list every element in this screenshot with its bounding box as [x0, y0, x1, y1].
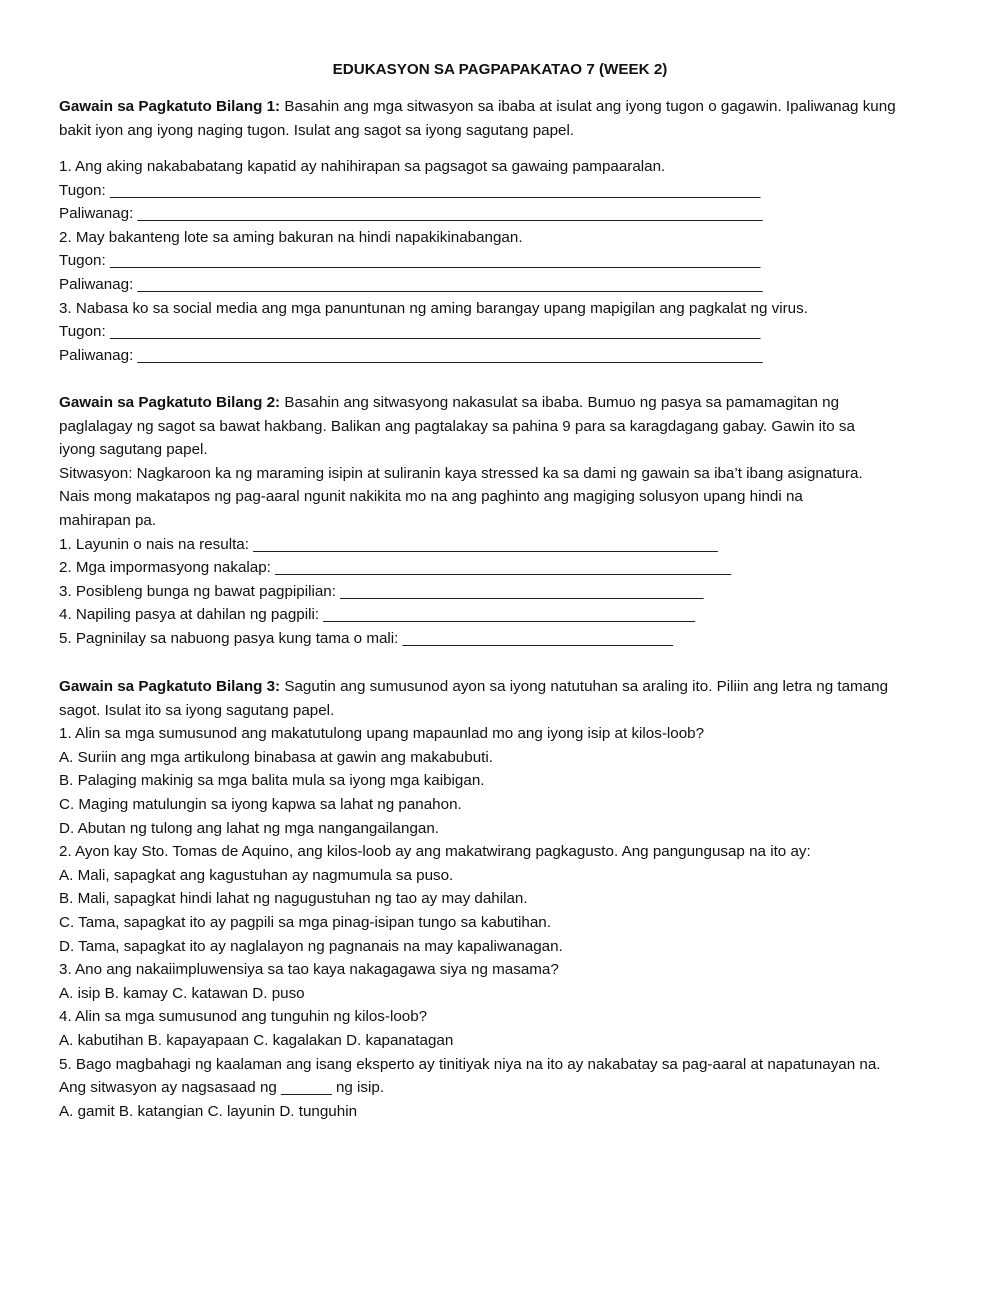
activity-3-block — [59, 675, 888, 1123]
situation-1: 1. Ang aking nakababatang kapatid ay nahihirapan sa pagsagot sa gawaing pampaaralan. — [59, 158, 666, 175]
quiz-line: A. gamit B. katangian C. layunin D. tunguhin — [59, 1102, 358, 1120]
page-title: EDUKASYON SA PAGPAPAKATAO 7 (WEEK 2) — [332, 61, 668, 78]
quiz-line: C. Maging matulungin sa iyong kapwa sa lahat ng panahon. — [59, 795, 462, 813]
activity-3-intro-cont: sagot. Isulat ito sa iyong sagutang papel. — [59, 701, 335, 719]
quiz-line: 1. Alin sa mga sumusunod ang makatutulong upang mapaunlad mo ang iyong isip at kilos-loob? — [59, 725, 705, 743]
quiz-line: Ang sitwasyon ay nagsasaad ng ______ ng isip. — [59, 1079, 385, 1097]
activity-1-items — [59, 155, 808, 367]
quiz-line: B. Palaging makinig sa mga balita mula sa iyong mga kaibigan. — [59, 772, 485, 790]
activity-2-heading: Gawain sa Pagkatuto Bilang 2: — [59, 394, 281, 411]
quiz-line: A. Mali, sapagkat ang kagustuhan ay nagmumula sa puso. — [59, 866, 454, 884]
quiz-line: 2. Ayon kay Sto. Tomas de Aquino, ang kilos-loob ay ang makatwirang pagkagusto. Ang pangungusap na ito ay: — [59, 843, 811, 861]
tugon-line: Tugon: _____________________________________________________________________________ — [59, 323, 761, 341]
step-1-line: 1. Layunin o nais na resulta: _______________________________________________________ — [59, 535, 718, 553]
activity-2-block — [59, 391, 863, 651]
activity-3-intro: Sagutin ang sumusunod ayon sa iyong natutuhan sa araling ito. Piliin ang letra ng tamang — [284, 678, 889, 695]
activity-1-instructions — [59, 95, 896, 142]
activity-1-intro: Basahin ang mga sitwasyon sa ibaba at isulat ang iyong tugon o gagawin. Ipaliwanag kung — [284, 98, 896, 115]
paliwanag-line: Paliwanag: __________________________________________________________________________ — [59, 346, 763, 364]
quiz-line: A. isip B. kamay C. katawan D. puso — [59, 984, 305, 1002]
paliwanag-line: Paliwanag: __________________________________________________________________________ — [59, 275, 763, 293]
situation-2: 2. May bakanteng lote sa aming bakuran na hindi napakikinabangan. — [59, 228, 523, 246]
tugon-line: Tugon: _____________________________________________________________________________ — [59, 252, 761, 270]
activity-3-heading: Gawain sa Pagkatuto Bilang 3: — [59, 678, 281, 695]
activity-1-heading: Gawain sa Pagkatuto Bilang 1: — [59, 98, 281, 115]
step-4-line: 4. Napiling pasya at dahilan ng pagpili: ____________________________________________ — [59, 606, 695, 624]
quiz-line: 3. Ano ang nakaiimpluwensiya sa tao kaya nakagagawa siya ng masama? — [59, 961, 559, 979]
quiz-line: A. kabutihan B. kapayapaan C. kagalakan D. kapanatagan — [59, 1031, 454, 1049]
activity-2-intro-cont: paglalagay ng sagot sa bawat hakbang. Balikan ang pagtalakay sa pahina 9 para sa karagdagang gabay. Gawin ito sa — [59, 417, 855, 435]
quiz-line: 4. Alin sa mga sumusunod ang tunguhin ng kilos-loob? — [59, 1008, 428, 1026]
quiz-line: B. Mali, sapagkat hindi lahat ng nagugustuhan ng tao ay may dahilan. — [59, 890, 528, 908]
paliwanag-line: Paliwanag: __________________________________________________________________________ — [59, 205, 763, 223]
step-3-line: 3. Posibleng bunga ng bawat pagpipilian: ___________________________________________ — [59, 582, 704, 600]
tugon-line: Tugon: _____________________________________________________________________________ — [59, 181, 761, 199]
step-5-line: 5. Pagninilay sa nabuong pasya kung tama o mali: ________________________________ — [59, 629, 673, 647]
quiz-line: A. Suriin ang mga artikulong binabasa at gawin ang makabubuti. — [59, 748, 493, 766]
situation-text: Sitwasyon: Nagkaroon ka ng maraming isipin at suliranin kaya stressed ka sa dami ng gawain sa iba’t ibang asignatura. — [59, 464, 863, 482]
situation-text-end: mahirapan pa. — [59, 511, 157, 529]
step-2-line: 2. Mga impormasyong nakalap: ______________________________________________________ — [59, 559, 732, 577]
situation-3: 3. Nabasa ko sa social media ang mga panuntunan ng aming barangay upang mapigilan ang pagkalat ng virus. — [59, 299, 808, 317]
quiz-line: D. Tama, sapagkat ito ay naglalayon ng pagnanais na may kapaliwanagan. — [59, 937, 563, 955]
quiz-line: D. Abutan ng tulong ang lahat ng mga nangangailangan. — [59, 819, 439, 837]
activity-2-intro-end: iyong sagutang papel. — [59, 441, 208, 459]
quiz-line: 5. Bago magbahagi ng kaalaman ang isang eksperto ay tinitiyak niya na ito ay nakabatay sa pag-aaral at napatunayan na. — [59, 1055, 881, 1073]
quiz-line: C. Tama, sapagkat ito ay pagpili sa mga pinag-isipan tungo sa kabutihan. — [59, 913, 551, 931]
activity-2-intro: Basahin ang sitwasyong nakasulat sa ibaba. Bumuo ng pasya sa pamamagitan ng — [284, 394, 840, 411]
situation-text-cont: Nais mong makatapos ng pag-aaral ngunit nakikita mo na ang paghinto ang magiging solusyon upang hindi na — [59, 488, 803, 506]
activity-1-intro-cont: bakit iyon ang iyong naging tugon. Isulat ang sagot sa iyong sagutang papel. — [59, 121, 575, 139]
